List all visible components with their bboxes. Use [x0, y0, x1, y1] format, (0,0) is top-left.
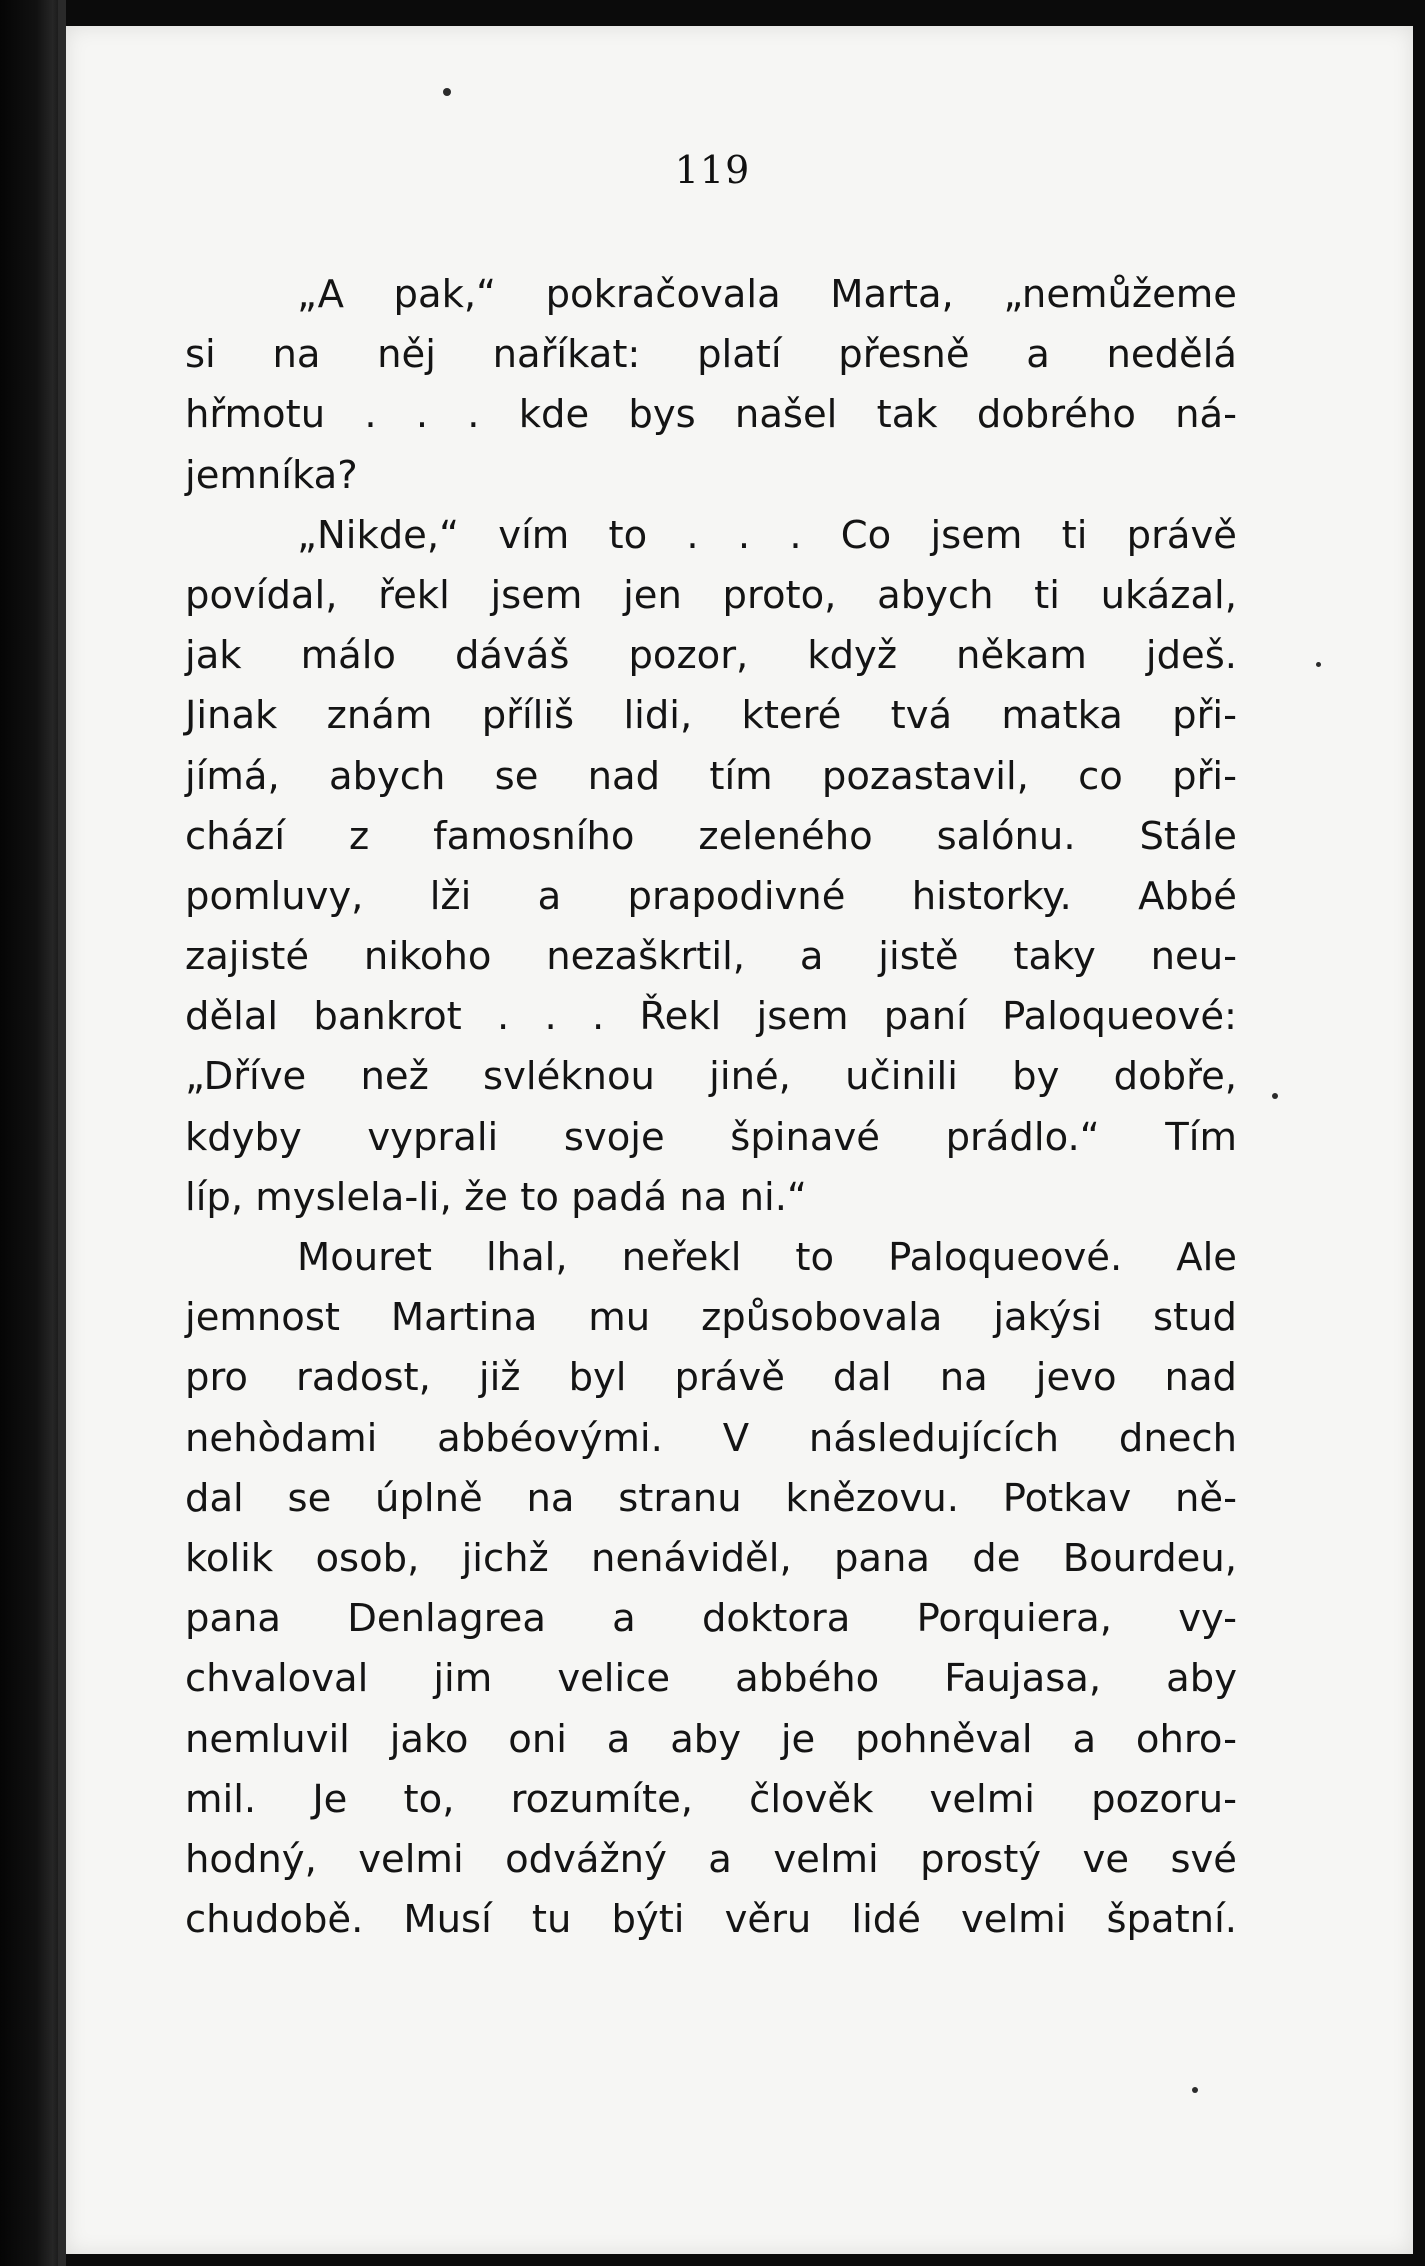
text-line: kolik osob, jichž nenáviděl, pana de Bourdeu,	[185, 1535, 1237, 1581]
text-line: mil. Je to, rozumíte, člověk velmi pozoru-	[185, 1776, 1237, 1822]
text-line: nemluvil jako oni a aby je pohněval a ohro-	[185, 1716, 1237, 1762]
text-line: „Dříve než svléknou jiné, učinili by dobře,	[185, 1054, 1237, 1100]
text-line: dělal bankrot . . . Řekl jsem paní Paloqueové:	[185, 994, 1237, 1040]
text-line: Mouret lhal, neřekl to Paloqueové. Ale	[297, 1235, 1237, 1280]
text-line: líp, myslela-li, že to padá na ni.“	[185, 1174, 807, 1220]
ink-speck	[1272, 1093, 1278, 1099]
text-line: pana Denlagrea a doktora Porquiera, vy-	[185, 1596, 1237, 1642]
text-line: kdyby vyprali svoje špinavé prádlo.“ Tím	[185, 1114, 1237, 1160]
ink-speck	[1316, 662, 1321, 667]
page-edge	[58, 0, 66, 2266]
text-line: chudobě. Musí tu býti věru lidé velmi špatní.	[185, 1897, 1237, 1943]
text-line: povídal, řekl jsem jen proto, abych ti ukázal,	[185, 572, 1237, 618]
text-line: nehòdami abbéovými. V následujících dnech	[185, 1415, 1237, 1461]
text-line: hodný, velmi odvážný a velmi prostý ve své	[185, 1836, 1237, 1882]
text-line: pomluvy, lži a prapodivné historky. Abbé	[185, 873, 1237, 919]
text-line: chvaloval jim velice abbého Faujasa, aby	[185, 1656, 1237, 1702]
text-line: zajisté nikoho nezaškrtil, a jistě taky neu-	[185, 934, 1237, 980]
text-line: chází z famosního zeleného salónu. Stále	[185, 813, 1237, 859]
text-line: jak málo dáváš pozor, když někam jdeš.	[185, 633, 1237, 679]
text-line: „A pak,“ pokračovala Marta, „nemůžeme	[297, 272, 1237, 317]
body-text	[185, 265, 1237, 1950]
text-line: dal se úplně na stranu knězovu. Potkav ně-	[185, 1475, 1237, 1521]
text-line: jemníka?	[185, 452, 358, 498]
text-line: pro radost, již byl právě dal na jevo nad	[185, 1355, 1237, 1401]
page-number: 119	[674, 148, 751, 192]
text-line: jemnost Martina mu způsobovala jakýsi stud	[185, 1295, 1237, 1341]
ink-speck	[443, 88, 451, 96]
text-line: Jinak znám příliš lidi, které tvá matka při-	[185, 693, 1237, 739]
book-gutter-shadow	[0, 0, 66, 2266]
text-line: hřmotu . . . kde bys našel tak dobrého ná-	[185, 392, 1237, 438]
text-line: jímá, abych se nad tím pozastavil, co při-	[185, 753, 1237, 799]
ink-speck	[1192, 2087, 1198, 2093]
text-line: si na něj naříkat: platí přesně a nedělá	[185, 332, 1237, 378]
text-line: „Nikde,“ vím to . . . Co jsem ti právě	[297, 512, 1237, 558]
